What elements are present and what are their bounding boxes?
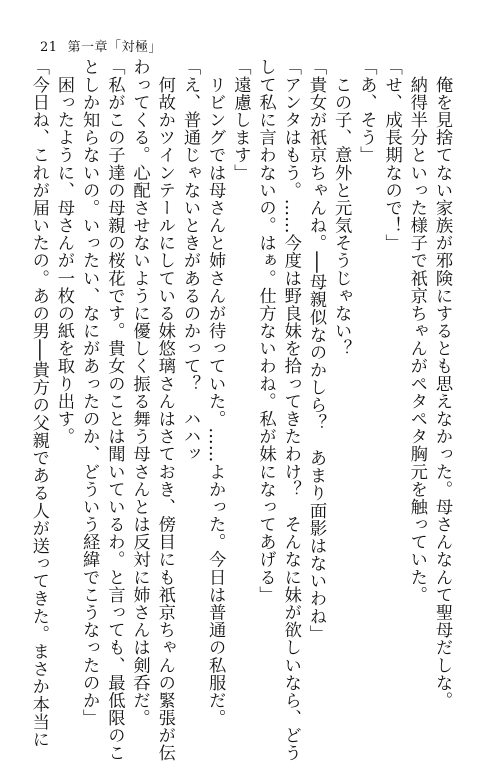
- text-column: 「あ、そう」: [356, 58, 377, 164]
- text-column: 納得半分といった様子で祇京ちゃんがペタペタ胸元を触っていた。: [406, 58, 427, 604]
- text-column: 俺を見捨てない家族が邪険にするとも思えなかった。母さんなんて聖母だしな。: [432, 58, 452, 709]
- text-column: 「遠慮します」: [230, 58, 251, 182]
- running-header: [40, 36, 162, 55]
- text-column: わってくる。心配させないように優しく振る舞う母さんとは反対に姉さんは剣呑だ。: [129, 58, 150, 727]
- text-column: この子、意外と元気そうじゃない？: [331, 58, 352, 358]
- page-number: 21: [40, 40, 58, 55]
- text-column: としか知らないの。いったい、なにがあったのか、どういう経緯でこうなったのか」: [79, 58, 100, 727]
- text-column: 何故かツインテールにしている妹悠璃さんはさておき、傍目にも祇京ちゃんの緊張が伝: [154, 58, 175, 762]
- text-column: 「せ、成長期なので！」: [381, 58, 402, 252]
- text-column: 「私がこの子達の母親の桜花です。貴女のことは聞いているわ。と言っても、最低限のこ: [104, 58, 125, 762]
- chapter-title: 第一章「対極」: [67, 40, 163, 55]
- text-column: 「今日ね、これが届いたの。あの男──貴方の父親である人が送ってきた。まさか本当に: [28, 58, 49, 748]
- text-column: リビングでは母さんと姉さんが待っていた。……よかった。今日は普通の私服だ。: [205, 58, 226, 727]
- text-column: 「貴女が祇京ちゃんね。──母親似なのかしら？ あまり面影はないわね」: [305, 58, 326, 643]
- text-column: 「え、普通じゃないときがあるのかって？ ハハッ: [179, 58, 200, 463]
- text-column: 「アンタはもう。……今度は野良妹を拾ってきたわけ？ そんなに妹が欲しいなら、どう: [280, 58, 301, 762]
- text-column: して私に言わないの。はぁ。仕方ないわね。私が妹になってあげる」: [255, 58, 276, 604]
- vertical-text-body: [26, 58, 454, 762]
- text-column: 困ったように、母さんが一枚の紙を取り出す。: [53, 58, 74, 445]
